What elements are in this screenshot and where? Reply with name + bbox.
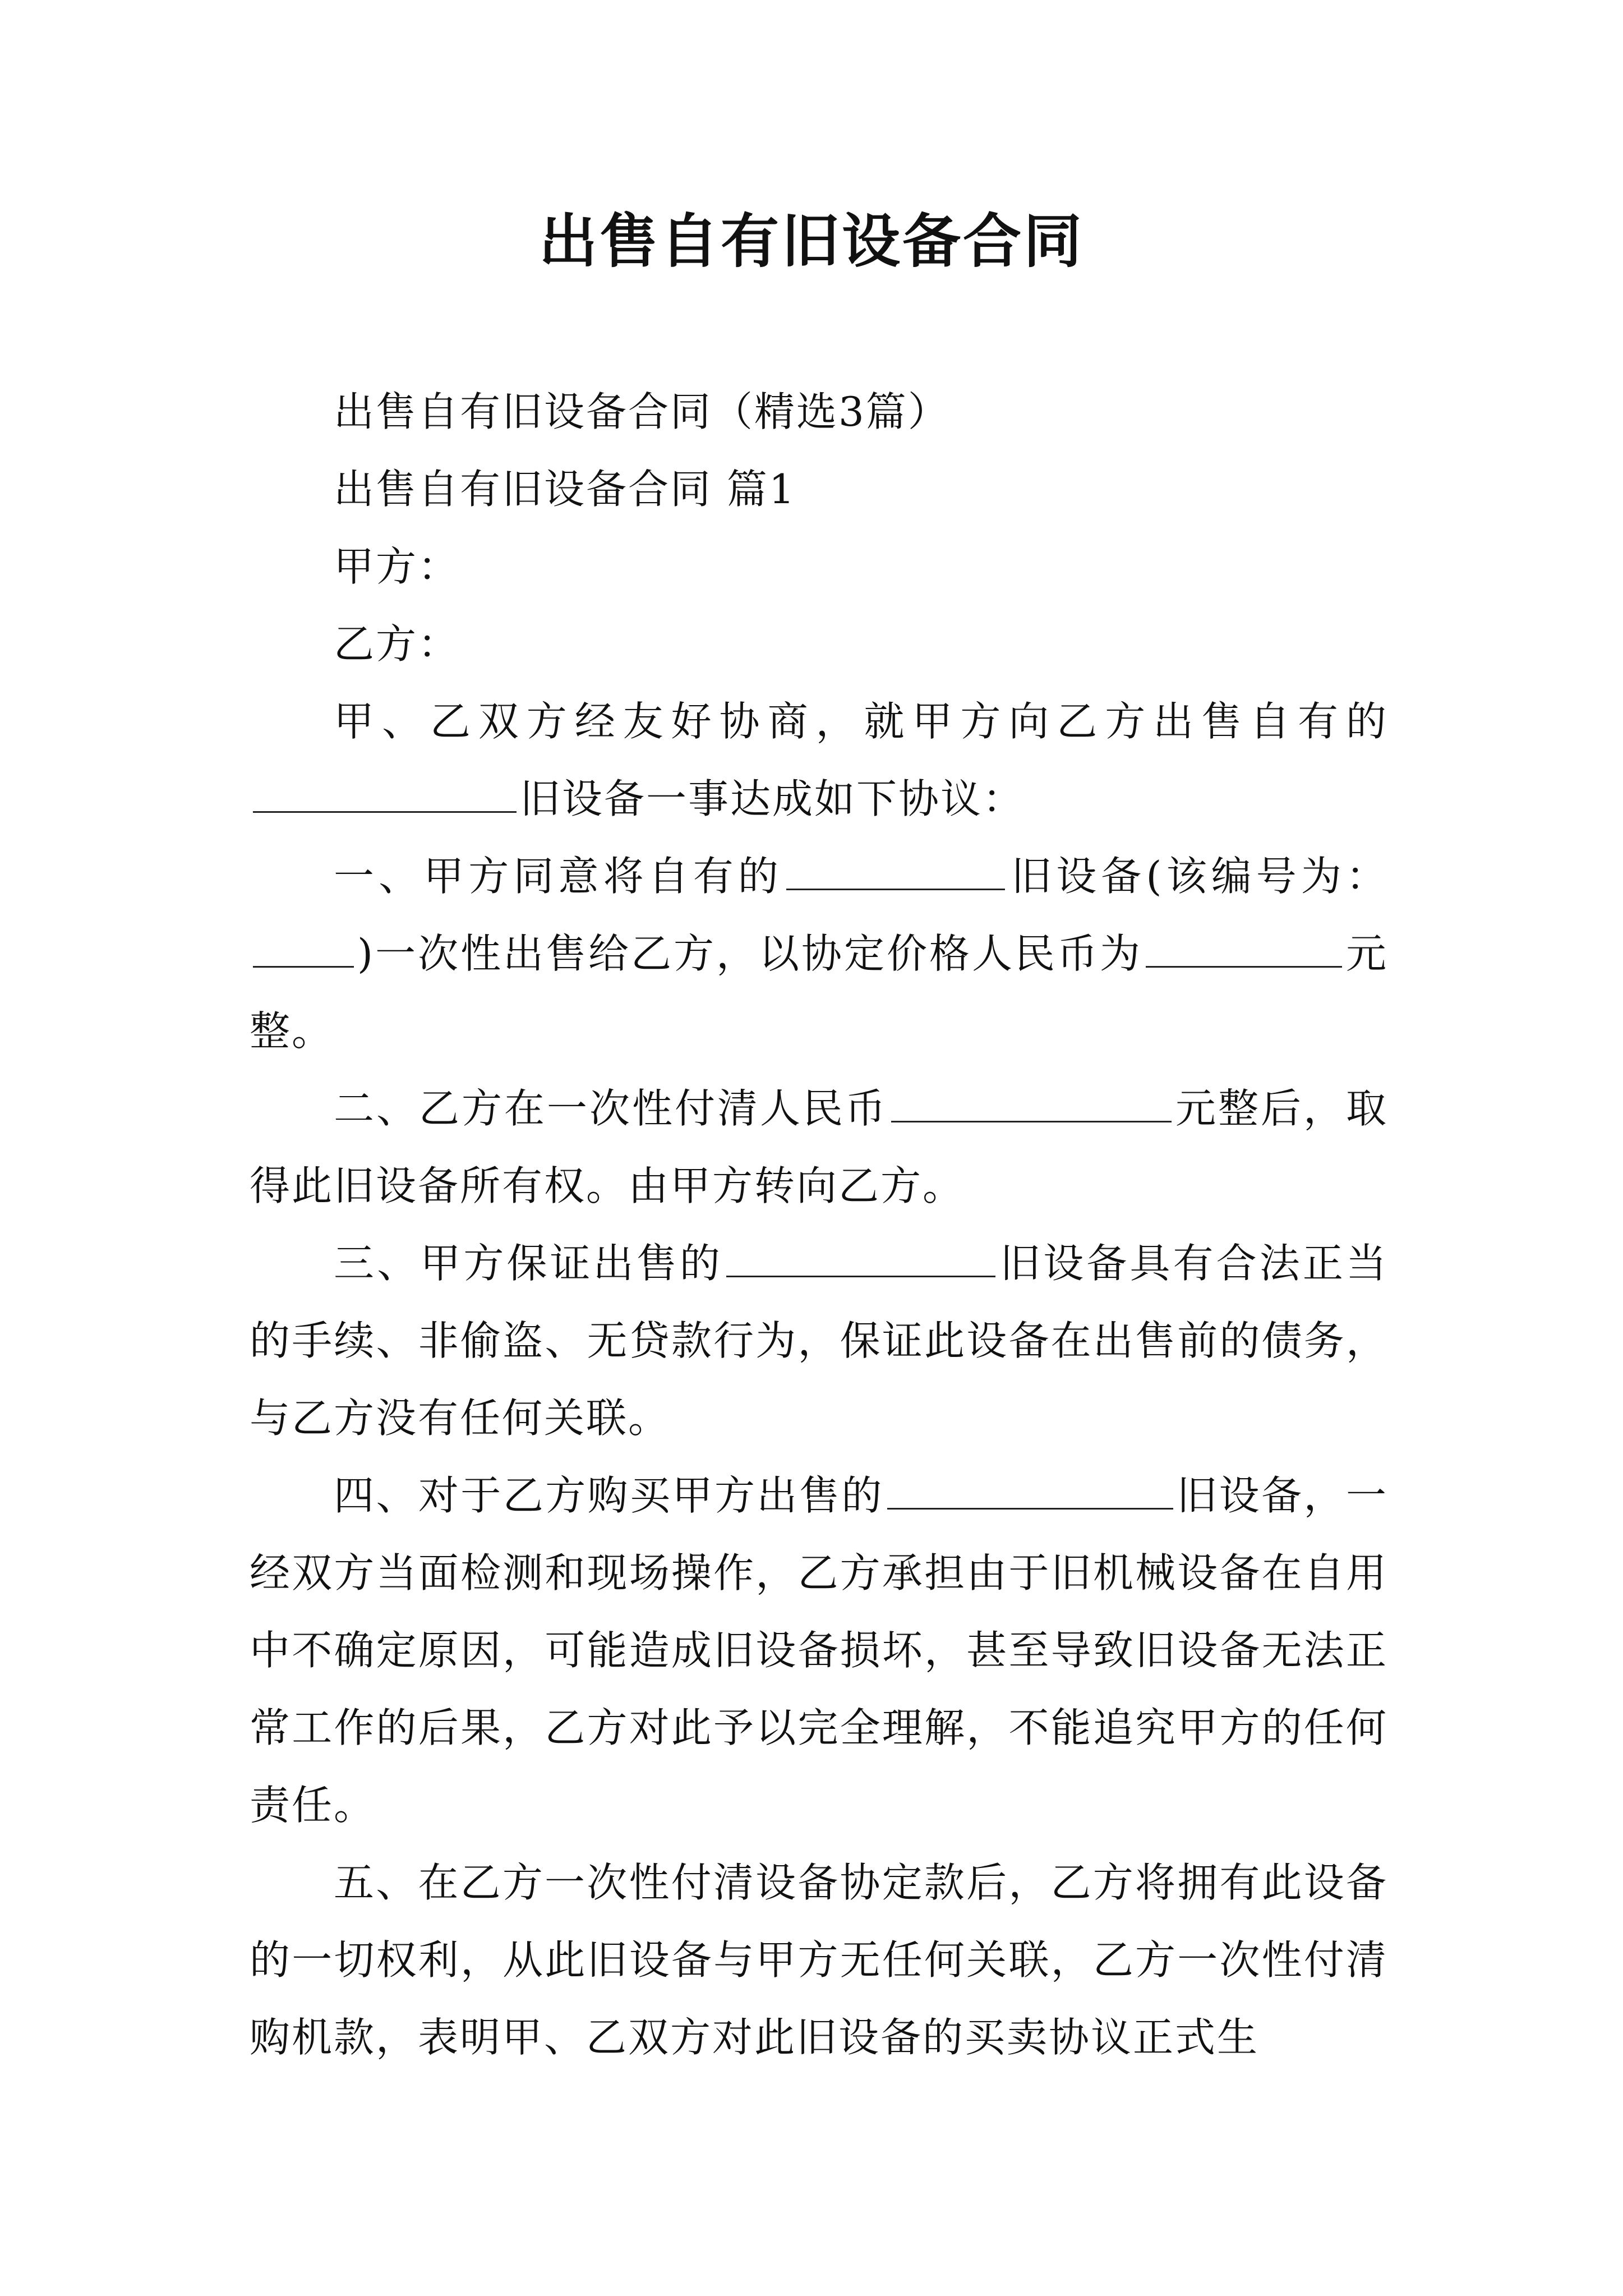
subtitle: 出售自有旧设备合同（精选3篇） — [334, 388, 950, 435]
clause-2-text-2: 元整后，取得此旧设备所有权。由甲方转向乙方。 — [250, 1085, 1388, 1209]
clause-2 — [250, 1070, 1388, 1225]
clause-4-text-1: 四、对于乙方购买甲方出售的 — [334, 1472, 884, 1519]
price-blank[interactable] — [1146, 926, 1342, 968]
document-body — [250, 373, 1388, 2076]
clause-1 — [250, 838, 1388, 1070]
clause-5: 五、在乙方一次性付清设备协定款后，乙方将拥有此设备的一切权利，从此旧设备与甲方无任何关联，乙方一次性付清购机款，表明甲、乙双方对此旧设备的买卖协议正式生 — [250, 1859, 1388, 2061]
document-title: 出售自有旧设备合同 — [538, 206, 1084, 275]
equipment-name-blank[interactable] — [253, 771, 517, 813]
clause-3-text-1: 三、甲方保证出售的 — [334, 1240, 723, 1287]
clause-1-text-2: 旧设备(该编号为： — [1008, 853, 1388, 900]
clause-4-text-2: 旧设备，一经双方当面检测和现场操作，乙方承担由于旧机械设备在自用中不确定原因，可能造成旧设备损坏，甚至导致旧设备无法正常工作的后果，乙方对此予以完全理解，不能追究甲方的任何责任。 — [250, 1472, 1388, 1829]
party-b-label: 乙方： — [334, 620, 460, 668]
section-heading: 出售自有旧设备合同 篇1 — [334, 466, 796, 513]
clause-1-text-3: )一次性出售给乙方，以协定价格人民币为 — [357, 930, 1142, 977]
intro-text-2: 旧设备一事达成如下协议： — [520, 775, 1025, 822]
equipment-name-blank[interactable] — [887, 1467, 1173, 1510]
equipment-name-blank[interactable] — [726, 1235, 995, 1277]
intro-paragraph — [250, 683, 1388, 838]
clause-1-text-4: 元整。 — [250, 930, 1388, 1055]
clause-3-text-2: 旧设备具有合法正当的手续、非偷盗、无贷款行为，保证此设备在出售前的债务，与乙方没有任何关联。 — [250, 1240, 1388, 1442]
payment-amount-blank[interactable] — [891, 1080, 1172, 1122]
intro-text-1: 甲、乙双方经友好协商，就甲方向乙方出售自有的 — [334, 698, 1388, 745]
clause-4 — [250, 1457, 1388, 1844]
clause-2-text-1: 二、乙方在一次性付清人民币 — [334, 1085, 888, 1132]
equipment-name-blank[interactable] — [786, 848, 1005, 890]
equipment-number-blank[interactable] — [253, 926, 354, 968]
party-a-label: 甲方： — [334, 543, 460, 590]
clause-3 — [250, 1225, 1388, 1457]
clause-1-text-1: 一、甲方同意将自有的 — [334, 853, 783, 900]
